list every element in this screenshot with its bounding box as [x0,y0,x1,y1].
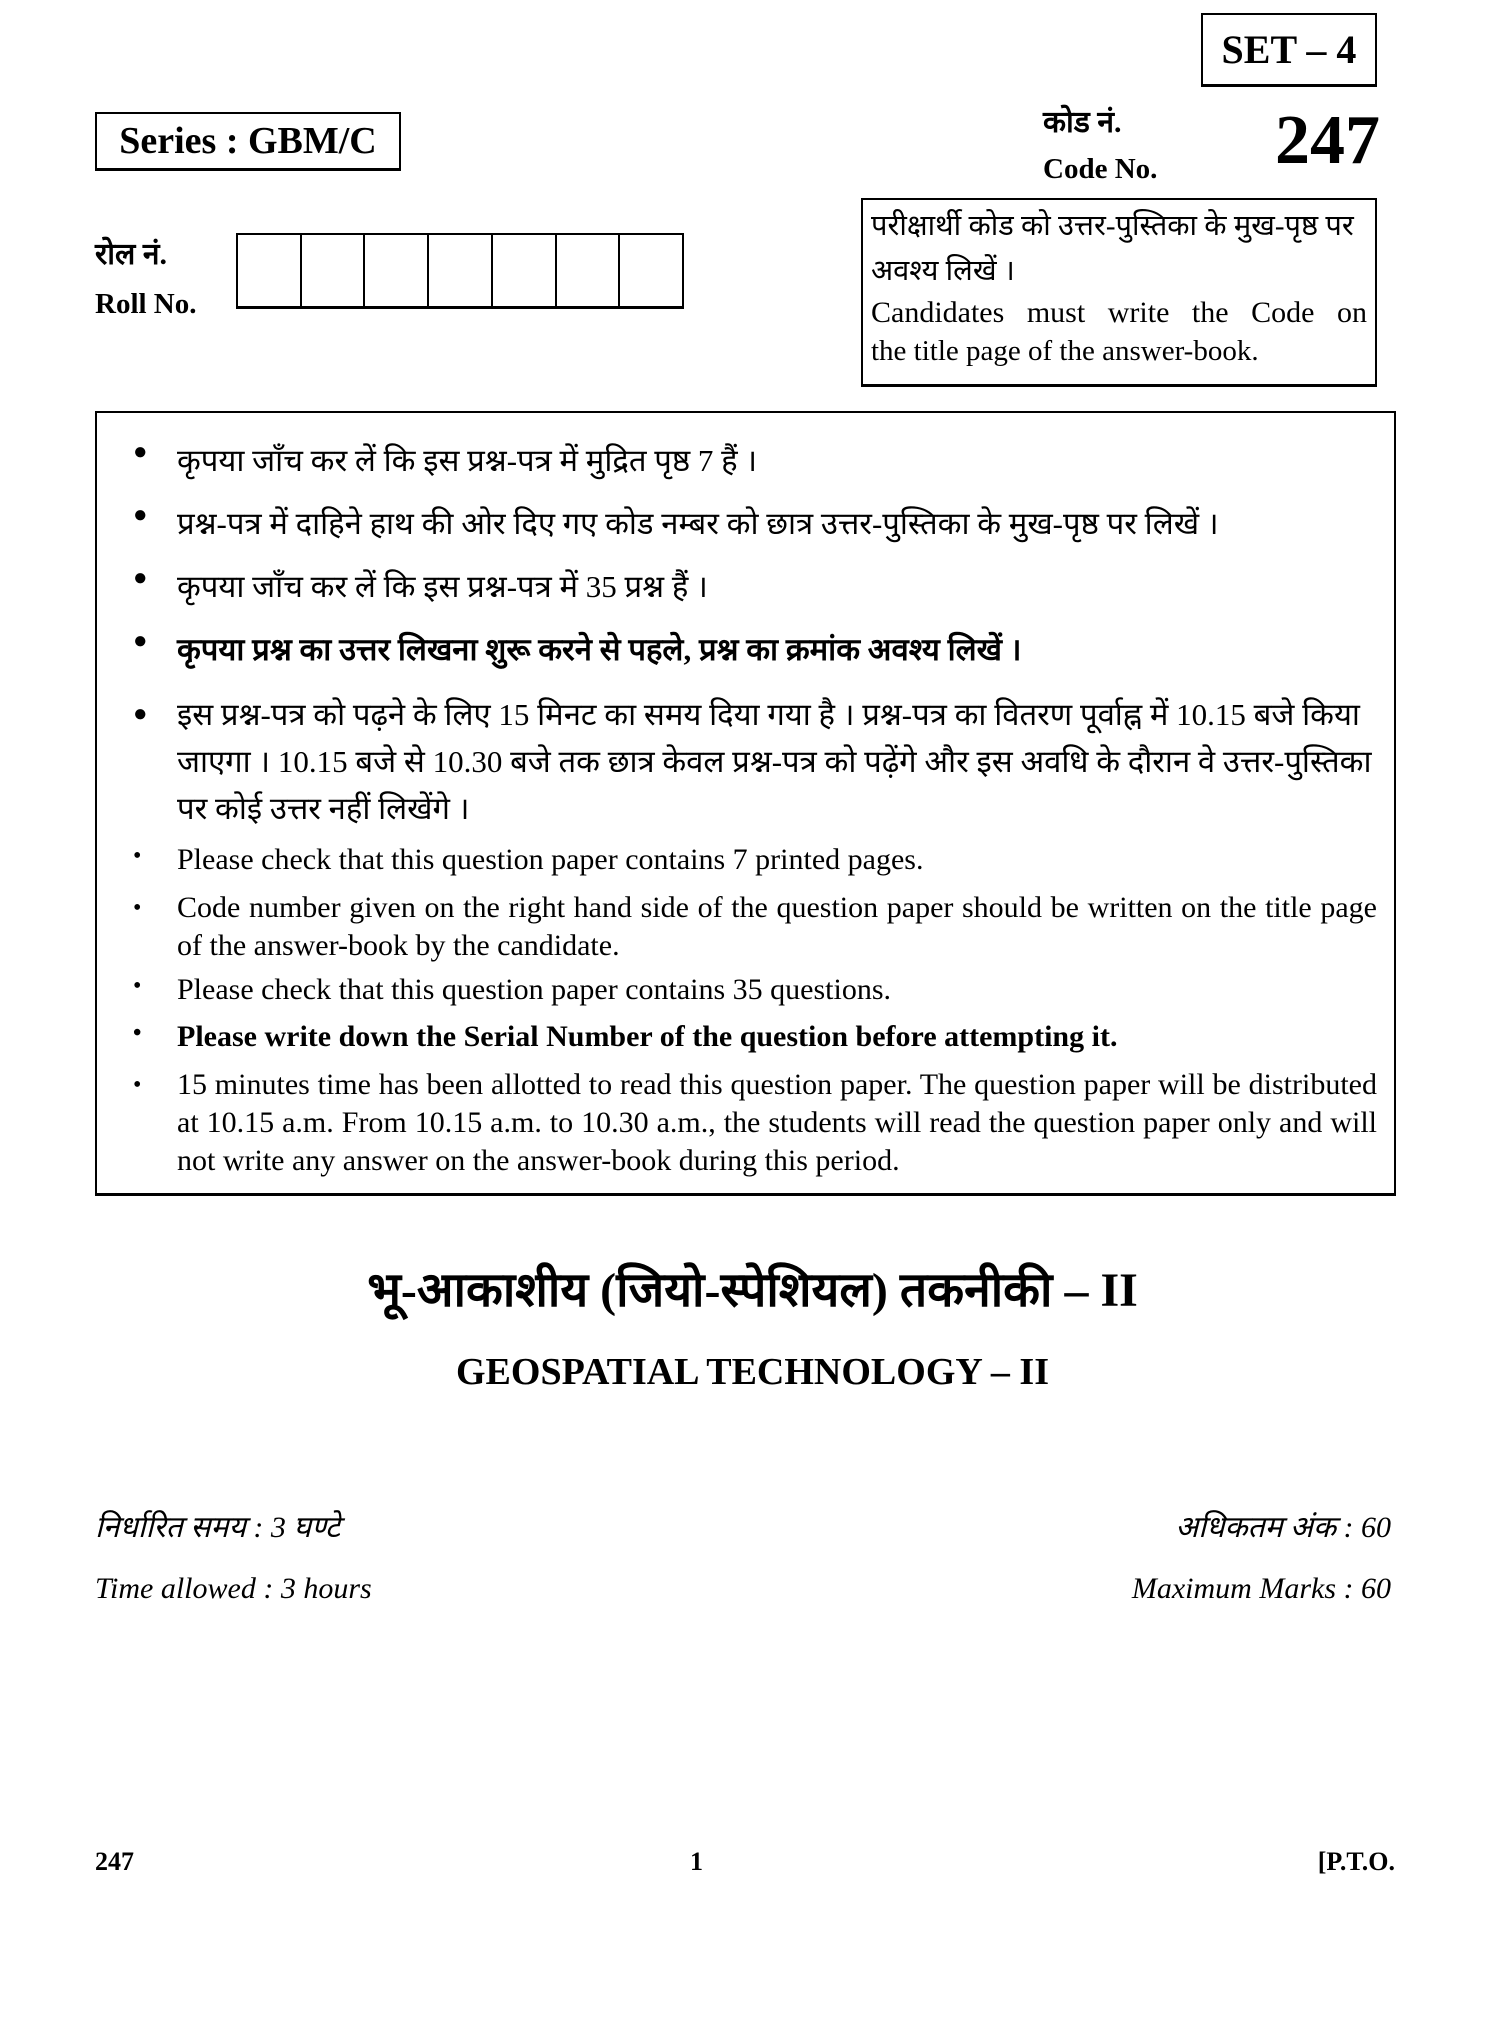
code-number: 247 [1275,102,1380,179]
set-label: SET – 4 [1201,13,1377,87]
bullet-icon: ● [133,439,148,465]
footer-page-number: 1 [690,1847,703,1876]
title-english: GEOSPATIAL TECHNOLOGY – II [455,1351,1049,1393]
instruction-hindi-5: ● इस प्रश्न-पत्र को पढ़ने के लिए 15 मिनट का समय दिया गया है । प्रश्न-पत्र का वितरण पूर्वाह्न में 10.15 बजे किया जाएगा । 10.15 बजे से 10.30 बजे तक छात्र केवल प्रश्न-पत्र को पढ़ेंगे और इस अवधि के दौरान वे उत्तर-पुस्तिका पर कोई उत्तर नहीं लिखेंगे । [177,691,1377,832]
instruction-english-4: • Please write down the Serial Number of the question before attempting it. [133,1020,1118,1053]
roll-label-english: Roll No. [95,288,197,320]
bullet-icon: ● [133,701,148,727]
bullet-icon: ● [133,502,148,528]
code-note-english-2: the title page of the answer-book. [871,335,1259,367]
code-note-english-1: Candidates must write the Code on [871,296,1367,329]
time-allowed-english: Time allowed : 3 hours [95,1572,372,1605]
maximum-marks-english: Maximum Marks : 60 [1131,1572,1391,1605]
roll-digit-box[interactable] [429,235,493,306]
bullet-icon: • [133,1020,142,1046]
instruction-english-1: • Please check that this question paper contains 7 printed pages. [133,843,924,876]
instruction-english-5: • 15 minutes time has been allotted to read this question paper. The question paper will be distributed at 10.15 a.m. From 10.15 a.m. to 10.30 a.m., the students will read the question paper only and will not write any answer on the answer-book during this period. [133,1068,1377,1177]
instruction-english-2: • Code number given on the right hand side of the question paper should be written on the title page of the answer-book by the candidate. [133,891,1377,962]
roll-digit-box[interactable] [365,235,429,306]
roll-digit-box[interactable] [238,235,302,306]
roll-digit-box[interactable] [302,235,366,306]
instructions-box [95,411,1396,1196]
title-hindi: भू-आकाशीय (जियो-स्पेशियल) तकनीकी – II [367,1264,1138,1317]
roll-digit-box[interactable] [493,235,557,306]
time-allowed-hindi: निर्धारित समय : 3 घण्टे [95,1511,341,1544]
bullet-icon: ● [133,565,148,591]
bullet-icon: • [133,843,142,869]
instruction-hindi-2: ● प्रश्न-पत्र में दाहिने हाथ की ओर दिए गए कोड नम्बर को छात्र उत्तर-पुस्तिका के मुख-पृष्ठ पर लिखें । [133,502,1219,541]
bullet-icon: • [133,1072,142,1098]
instruction-hindi-3: ● कृपया जाँच कर लें कि इस प्रश्न-पत्र में 35 प्रश्न हैं । [133,565,708,604]
bullet-icon: ● [133,628,148,654]
footer-code: 247 [95,1847,134,1876]
instruction-hindi-1: ● कृपया जाँच कर लें कि इस प्रश्न-पत्र में मुद्रित पृष्ठ 7 हैं । [133,439,758,478]
footer-pto: [P.T.O. [1317,1847,1395,1876]
code-instruction-box [861,198,1377,387]
maximum-marks-hindi: अधिकतम अंक : 60 [1175,1511,1391,1544]
code-note-hindi: परीक्षार्थी कोड को उत्तर-पुस्तिका के मुख-पृष्ठ पर अवश्य लिखें । [871,210,1354,287]
bullet-icon: • [133,973,142,999]
instruction-english-3: • Please check that this question paper contains 35 questions. [133,973,892,1006]
roll-digit-box[interactable] [620,235,682,306]
series-label: Series : GBM/C [95,112,401,171]
code-label-hindi: कोड नं. [1043,106,1122,139]
bullet-icon: • [133,895,142,921]
instruction-hindi-4: ● कृपया प्रश्न का उत्तर लिखना शुरू करने से पहले, प्रश्न का क्रमांक अवश्य लिखें । [133,628,1022,667]
roll-label-hindi: रोल नं. [95,238,168,271]
code-label-english: Code No. [1043,153,1158,185]
roll-digit-box[interactable] [557,235,621,306]
roll-number-boxes[interactable] [236,233,684,309]
